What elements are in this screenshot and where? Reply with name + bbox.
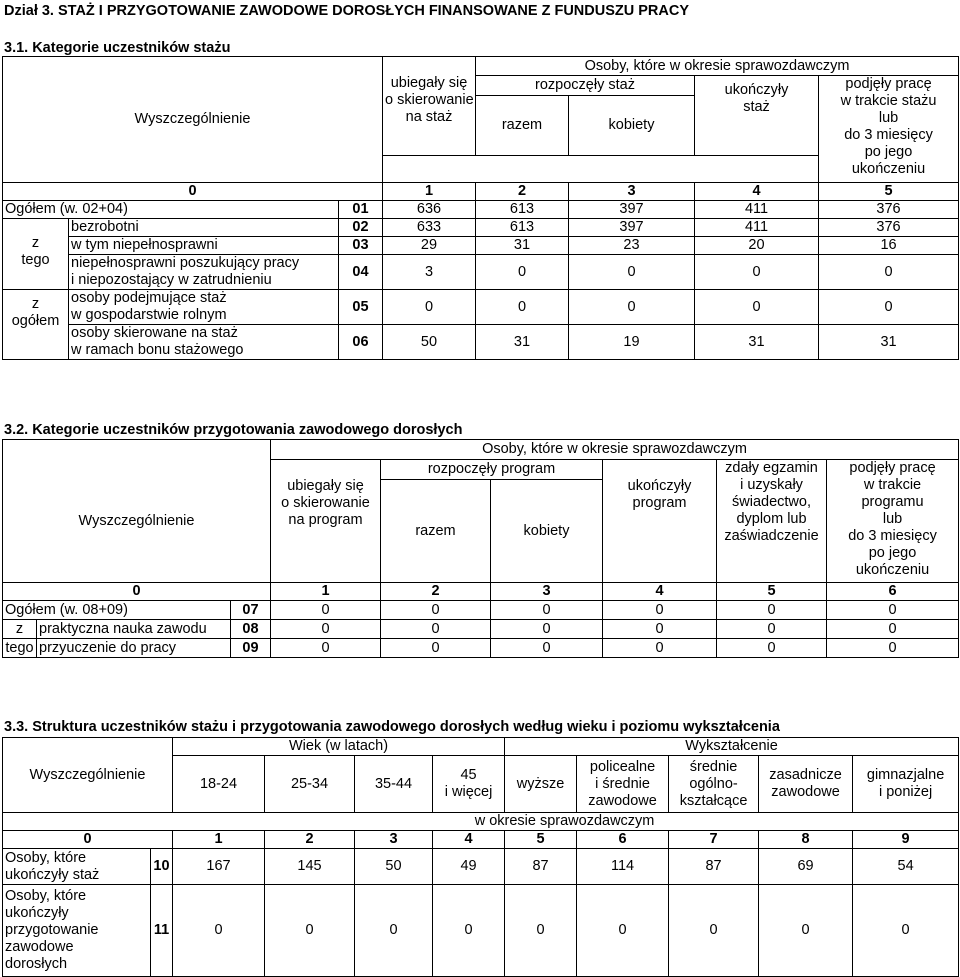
table-cell: praktyczna nauka zawodu xyxy=(37,620,231,639)
t3-header-age-45 xyxy=(433,756,505,813)
table-cell: 145 xyxy=(265,849,355,885)
t1-header-kobiety: kobiety xyxy=(569,96,695,156)
cell-text-line: ukończeniu xyxy=(855,562,930,578)
t2-header-ubiegaly xyxy=(271,460,381,583)
cell-text-line: programu xyxy=(861,494,924,510)
cell-text-line: do 3 miesięcy xyxy=(848,528,937,544)
cell-text-line: policealne xyxy=(589,758,656,775)
table-cell: 3 xyxy=(569,183,695,201)
table-cell: 04 xyxy=(339,255,383,290)
row-label xyxy=(69,325,339,360)
cell-text-line: w gospodarstwie rolnym xyxy=(71,307,227,323)
cell-text-line: Osoby, które xyxy=(5,849,87,866)
table-cell: 0 xyxy=(569,255,695,290)
cell-text-line: zawodowe xyxy=(5,939,74,955)
table-cell: 08 xyxy=(231,620,271,639)
cell-text-line: ukończyły xyxy=(627,478,692,494)
table-cell: 23 xyxy=(569,237,695,255)
table-cell: 01 xyxy=(339,201,383,219)
t1-header-osoby: Osoby, które w okresie sprawozdawczym xyxy=(476,57,959,76)
t3-header-age-35-44: 35-44 xyxy=(355,756,433,813)
table-cell: 3 xyxy=(383,255,476,290)
table-cell: 5 xyxy=(819,183,959,201)
table-cell: tego xyxy=(3,639,37,658)
table-cell: 0 xyxy=(695,255,819,290)
table-cell: 0 xyxy=(491,601,603,620)
cell-text-line: gimnazjalne xyxy=(866,767,945,783)
table-cell: 0 xyxy=(271,601,381,620)
table-cell: 19 xyxy=(569,325,695,360)
cell-text-line: dorosłych xyxy=(5,956,68,972)
table-cell: 0 xyxy=(827,639,959,658)
cell-text-line: ukończeniu xyxy=(851,161,926,177)
table-cell: bezrobotni xyxy=(69,219,339,237)
cell-text-line: zawodowe xyxy=(771,784,840,800)
table-cell: 114 xyxy=(577,849,669,885)
table-3-3 xyxy=(2,737,959,977)
table-cell: 50 xyxy=(383,325,476,360)
table-cell: 05 xyxy=(339,290,383,325)
cell-text-line: program xyxy=(632,495,687,511)
table-cell: 2 xyxy=(381,583,491,601)
t3-header-srednie xyxy=(669,756,759,813)
t3-column-numbers xyxy=(3,831,959,849)
cell-text-line: i więcej xyxy=(444,784,493,800)
table-cell: 0 xyxy=(819,290,959,325)
table-cell: przyuczenie do pracy xyxy=(37,639,231,658)
cell-text-line: i poniżej xyxy=(878,784,933,800)
table-cell: 2 xyxy=(265,831,355,849)
cell-text-line: osoby skierowane na staż xyxy=(71,325,238,341)
cell-text-line: dyplom lub xyxy=(736,511,807,527)
table-cell: 0 xyxy=(271,639,381,658)
cell-text-line: podjęły pracę xyxy=(849,460,936,476)
table-3-1 xyxy=(2,56,959,360)
table-cell: 0 xyxy=(381,620,491,639)
table-cell: 613 xyxy=(476,201,569,219)
cell-text-line: ukończyły staż xyxy=(5,866,100,883)
table-cell: 9 xyxy=(853,831,959,849)
table-cell: 613 xyxy=(476,219,569,237)
table-cell: 633 xyxy=(383,219,476,237)
t2-column-numbers xyxy=(3,583,959,601)
table-cell: 0 xyxy=(3,183,383,201)
cell-text-line: zawodowe xyxy=(588,792,657,809)
table-cell: 6 xyxy=(827,583,959,601)
table-cell: 397 xyxy=(569,201,695,219)
cell-text-line: w trakcie stażu xyxy=(840,93,937,109)
table-cell: 4 xyxy=(433,831,505,849)
table-cell: 636 xyxy=(383,201,476,219)
table-row xyxy=(3,639,959,658)
t1-header-razem: razem xyxy=(476,96,569,156)
table-cell: 8 xyxy=(759,831,853,849)
t1-header-ubiegaly xyxy=(383,57,476,156)
table-3-3-title: 3.3. Struktura uczestników stażu i przygotowania zawodowego dorosłych według wieku i poziomu wykształcenia xyxy=(4,719,780,735)
cell-text-line: ukończyły xyxy=(724,82,789,98)
table-cell: 54 xyxy=(853,849,959,885)
row-label xyxy=(3,885,151,977)
table-cell: 0 xyxy=(603,620,717,639)
table-cell: 0 xyxy=(3,583,271,601)
table-cell: 0 xyxy=(695,290,819,325)
cell-text-line: podjęły pracę xyxy=(845,76,932,92)
cell-text-line: świadectwo, xyxy=(732,494,811,510)
table-cell: 31 xyxy=(476,237,569,255)
table-cell: 50 xyxy=(355,849,433,885)
table-row xyxy=(3,290,959,325)
t3-header-gimnazjalne xyxy=(853,756,959,813)
t3-header-policealne xyxy=(577,756,669,813)
table-cell: 16 xyxy=(819,237,959,255)
cell-text-line: z xyxy=(31,296,40,312)
table-cell: 0 xyxy=(383,290,476,325)
table-cell: 411 xyxy=(695,201,819,219)
table-cell: 0 xyxy=(476,290,569,325)
table-cell: 0 xyxy=(569,290,695,325)
table-cell: 1 xyxy=(383,183,476,201)
table-row xyxy=(3,601,959,620)
t2-header-kobiety: kobiety xyxy=(491,480,603,583)
table-row xyxy=(3,849,959,885)
table-cell: 0 xyxy=(717,601,827,620)
table-3-1-title: 3.1. Kategorie uczestników stażu xyxy=(4,40,231,56)
table-cell: 0 xyxy=(669,885,759,977)
cell-text-line: osoby podejmujące staż xyxy=(71,290,227,306)
table-cell: 5 xyxy=(717,583,827,601)
cell-text-line: średnie xyxy=(689,758,738,775)
cell-text-line: kształcące xyxy=(679,792,748,809)
cell-text-line: przygotowanie xyxy=(5,922,99,938)
table-cell: 0 xyxy=(505,885,577,977)
table-cell: 0 xyxy=(476,255,569,290)
table-cell: 6 xyxy=(577,831,669,849)
cell-text-line: staż xyxy=(743,99,770,115)
table-cell: 10 xyxy=(151,849,173,885)
t2-header-podjely xyxy=(827,460,959,583)
table-cell: 411 xyxy=(695,219,819,237)
table-cell: 167 xyxy=(173,849,265,885)
table-cell: 31 xyxy=(695,325,819,360)
t2-header-razem: razem xyxy=(381,480,491,583)
table-row xyxy=(3,885,959,977)
table-cell: z xyxy=(3,620,37,639)
table-row xyxy=(3,325,959,360)
t1-header-wyszczegolnienie: Wyszczególnienie xyxy=(3,57,383,183)
cell-text-line: po jego xyxy=(864,144,913,160)
t1-header-ukonczyly xyxy=(695,76,819,156)
table-cell: 4 xyxy=(603,583,717,601)
table-row xyxy=(3,219,959,237)
table-cell: 0 xyxy=(491,620,603,639)
cell-text-line: zdały egzamin xyxy=(725,460,818,476)
row-label xyxy=(69,290,339,325)
t3-header-age-25-34: 25-34 xyxy=(265,756,355,813)
cell-text-line: ogólno- xyxy=(689,775,738,792)
t3-header-wyzsze: wyższe xyxy=(505,756,577,813)
table-cell: 0 xyxy=(3,831,173,849)
cell-text-line: i uzyskały xyxy=(740,477,803,493)
cell-text-line: lub xyxy=(882,511,903,527)
table-cell: 0 xyxy=(853,885,959,977)
cell-text-line: o skierowanie xyxy=(385,92,474,108)
cell-text-line: i niepozostający w zatrudnieniu xyxy=(71,272,272,288)
table-row xyxy=(3,201,959,219)
table-cell: 0 xyxy=(603,639,717,658)
table-cell: 87 xyxy=(505,849,577,885)
cell-text-line: w ramach bonu stażowego xyxy=(71,342,244,358)
table-cell: 0 xyxy=(173,885,265,977)
cell-text-line: Osoby, które xyxy=(5,888,87,904)
table-cell: 0 xyxy=(577,885,669,977)
table-cell: 0 xyxy=(355,885,433,977)
table-cell: 31 xyxy=(476,325,569,360)
table-row xyxy=(3,255,959,290)
cell-text-line: w trakcie xyxy=(863,477,922,493)
table-row xyxy=(3,620,959,639)
t2-header-rozpoczely: rozpoczęły program xyxy=(381,460,603,480)
table-cell: 0 xyxy=(271,620,381,639)
table-cell: 0 xyxy=(265,885,355,977)
t3-header-wiek: Wiek (w latach) xyxy=(173,738,505,756)
table-cell: 397 xyxy=(569,219,695,237)
t3-header-wyszczegolnienie: Wyszczególnienie xyxy=(3,738,173,813)
table-cell: 87 xyxy=(669,849,759,885)
cell-text-line: po jego xyxy=(868,545,917,561)
table-cell: 2 xyxy=(476,183,569,201)
t1-z-tego xyxy=(3,219,69,290)
table-cell: 03 xyxy=(339,237,383,255)
row-label xyxy=(3,849,151,885)
cell-text-line: z xyxy=(31,235,40,251)
t1-z-ogolem xyxy=(3,290,69,360)
cell-text-line: ubiegały się xyxy=(287,478,364,494)
table-3-2-title: 3.2. Kategorie uczestników przygotowania zawodowego dorosłych xyxy=(4,422,463,438)
t3-header-wyksztalcenie: Wykształcenie xyxy=(505,738,959,756)
table-row xyxy=(3,237,959,255)
table-cell: 1 xyxy=(271,583,381,601)
cell-text-line: zasadnicze xyxy=(769,767,842,783)
t1-header-podjely xyxy=(819,76,959,183)
t2-header-wyszczegolnienie: Wyszczególnienie xyxy=(3,440,271,583)
t2-header-zdaly xyxy=(717,460,827,583)
table-cell: 1 xyxy=(173,831,265,849)
t2-header-osoby: Osoby, które w okresie sprawozdawczym xyxy=(271,440,959,460)
table-3-2 xyxy=(2,439,959,658)
table-cell: 0 xyxy=(381,601,491,620)
cell-text-line: 45 xyxy=(460,767,477,783)
cell-text-line: zaświadczenie xyxy=(724,528,819,544)
t1-header-rozpoczely: rozpoczęły staż xyxy=(476,76,695,96)
cell-text-line: lub xyxy=(878,110,899,126)
table-cell: 0 xyxy=(819,255,959,290)
table-cell: 3 xyxy=(491,583,603,601)
row-label xyxy=(69,255,339,290)
table-cell: 0 xyxy=(717,639,827,658)
table-cell: 49 xyxy=(433,849,505,885)
table-cell: 06 xyxy=(339,325,383,360)
table-cell: 0 xyxy=(603,601,717,620)
table-cell: 0 xyxy=(827,601,959,620)
cell-text-line: niepełnosprawni poszukujący pracy xyxy=(71,255,300,271)
cell-text-line: o skierowanie xyxy=(281,495,370,511)
table-cell: Ogółem (w. 08+09) xyxy=(3,601,231,620)
table-cell: 0 xyxy=(381,639,491,658)
table-cell: 07 xyxy=(231,601,271,620)
cell-text-line: na staż xyxy=(405,109,453,125)
cell-text-line: do 3 miesięcy xyxy=(844,127,933,143)
table-cell: 31 xyxy=(819,325,959,360)
table-cell: 02 xyxy=(339,219,383,237)
cell-text-line: ubiegały się xyxy=(390,75,468,91)
table-cell: 5 xyxy=(505,831,577,849)
table-cell: 4 xyxy=(695,183,819,201)
t3-header-age-18-24: 18-24 xyxy=(173,756,265,813)
table-cell: 69 xyxy=(759,849,853,885)
table-cell: 29 xyxy=(383,237,476,255)
section-title: Dział 3. STAŻ I PRZYGOTOWANIE ZAWODOWE DOROSŁYCH FINANSOWANE Z FUNDUSZU PRACY xyxy=(4,3,690,19)
table-cell: 0 xyxy=(491,639,603,658)
table-cell: 0 xyxy=(717,620,827,639)
t3-header-okres: w okresie sprawozdawczym xyxy=(3,813,959,831)
table-cell: w tym niepełnosprawni xyxy=(69,237,339,255)
table-cell: 7 xyxy=(669,831,759,849)
t2-header-ukonczyly xyxy=(603,460,717,583)
cell-text-line: ogółem xyxy=(11,313,60,329)
table-cell: 376 xyxy=(819,219,959,237)
t3-header-zasadnicze xyxy=(759,756,853,813)
table-cell: 09 xyxy=(231,639,271,658)
table-cell: 11 xyxy=(151,885,173,977)
cell-text-line: i średnie xyxy=(595,775,650,792)
table-cell: 376 xyxy=(819,201,959,219)
table-cell: 0 xyxy=(827,620,959,639)
table-cell: 0 xyxy=(433,885,505,977)
cell-text-line: ukończyły xyxy=(5,905,69,921)
table-cell: 20 xyxy=(695,237,819,255)
t1-column-numbers xyxy=(3,183,959,201)
cell-text-line: tego xyxy=(21,252,50,268)
table-cell: 0 xyxy=(759,885,853,977)
table-cell: 3 xyxy=(355,831,433,849)
table-cell: Ogółem (w. 02+04) xyxy=(3,201,339,219)
cell-text-line: na program xyxy=(288,512,363,528)
